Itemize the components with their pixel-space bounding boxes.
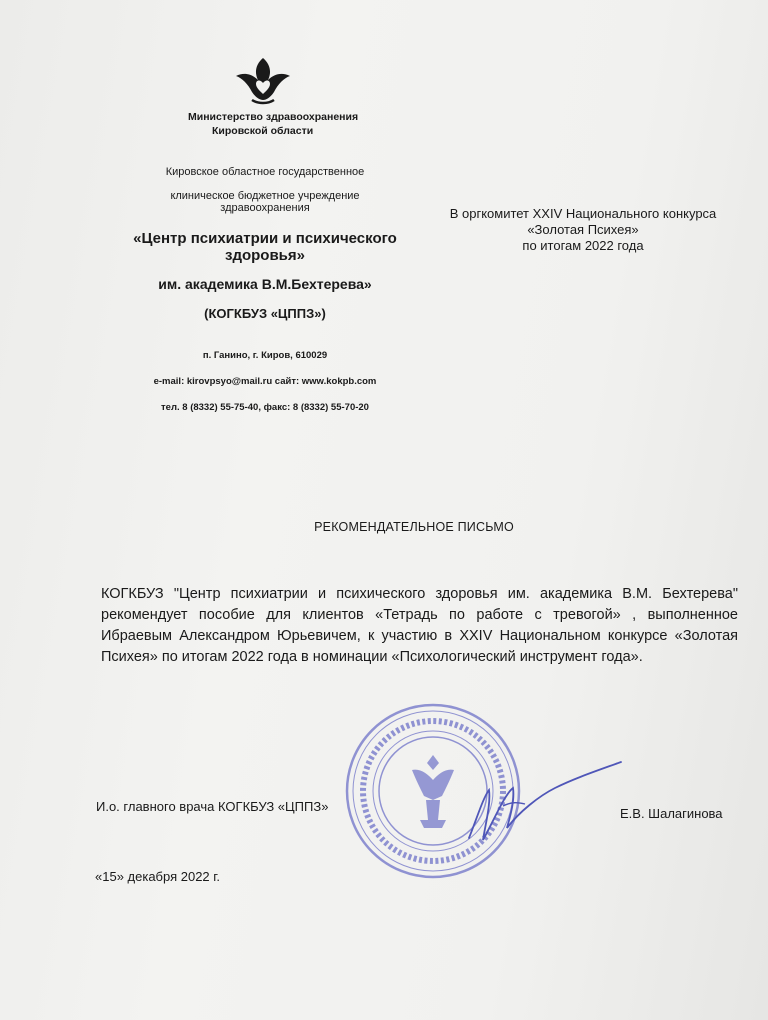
letter-title: РЕКОМЕНДАТЕЛЬНОЕ ПИСЬМО	[314, 520, 514, 534]
ministry-name	[188, 110, 358, 138]
org-abbreviation: (КОГКБУЗ «ЦППЗ»)	[204, 306, 326, 321]
recipient-line-2: «Золотая Психея»	[527, 222, 639, 237]
signatory-title: И.о. главного врача КОГКБУЗ «ЦППЗ»	[96, 799, 329, 814]
org-address: п. Ганино, г. Киров, 610029	[202, 350, 328, 361]
signature-icon	[455, 748, 625, 848]
org-line-2a: клиническое бюджетное учреждение	[170, 190, 360, 202]
ministry-line-2: Кировской области	[212, 125, 314, 137]
ministry-logo-icon	[232, 54, 294, 106]
org-line-2	[145, 190, 385, 214]
recipient-line-1: В оргкомитет XXIV Национального конкурса	[449, 206, 717, 221]
org-full-name: «Центр психиатрии и психического здоровья»	[133, 230, 397, 264]
letter-body: КОГКБУЗ "Центр психиатрии и психического здоровья им. академика В.М. Бехтерева" рекомендует пособие для клиентов «Тетрадь по работе с тревогой» , выполненное Ибраевым Александром Юрьевичем, к участию в XXIV Национальном конкурсе «Золотая Психея» по итогам 2022 года в номинации «Психологический инструмент года».	[101, 586, 738, 665]
org-phones: тел. 8 (8332) 55-75-40, факс: 8 (8332) 55-70-20	[161, 402, 369, 413]
ministry-line-1: Министерство здравоохранения	[188, 111, 359, 123]
recipient-line-3: по итогам 2022 года	[522, 238, 644, 253]
org-email-site: e-mail: kirovpsyo@mail.ru сайт: www.kokpb.com	[153, 376, 377, 387]
signatory-name: Е.В. Шалагинова	[620, 806, 723, 821]
recipient-block	[428, 206, 738, 254]
org-line-1: Кировское областное государственное	[165, 166, 365, 178]
org-line-2b: здравоохранения	[220, 202, 310, 214]
org-named-after: им. академика В.М.Бехтерева»	[158, 276, 372, 292]
letter-date: «15» декабря 2022 г.	[95, 869, 221, 884]
